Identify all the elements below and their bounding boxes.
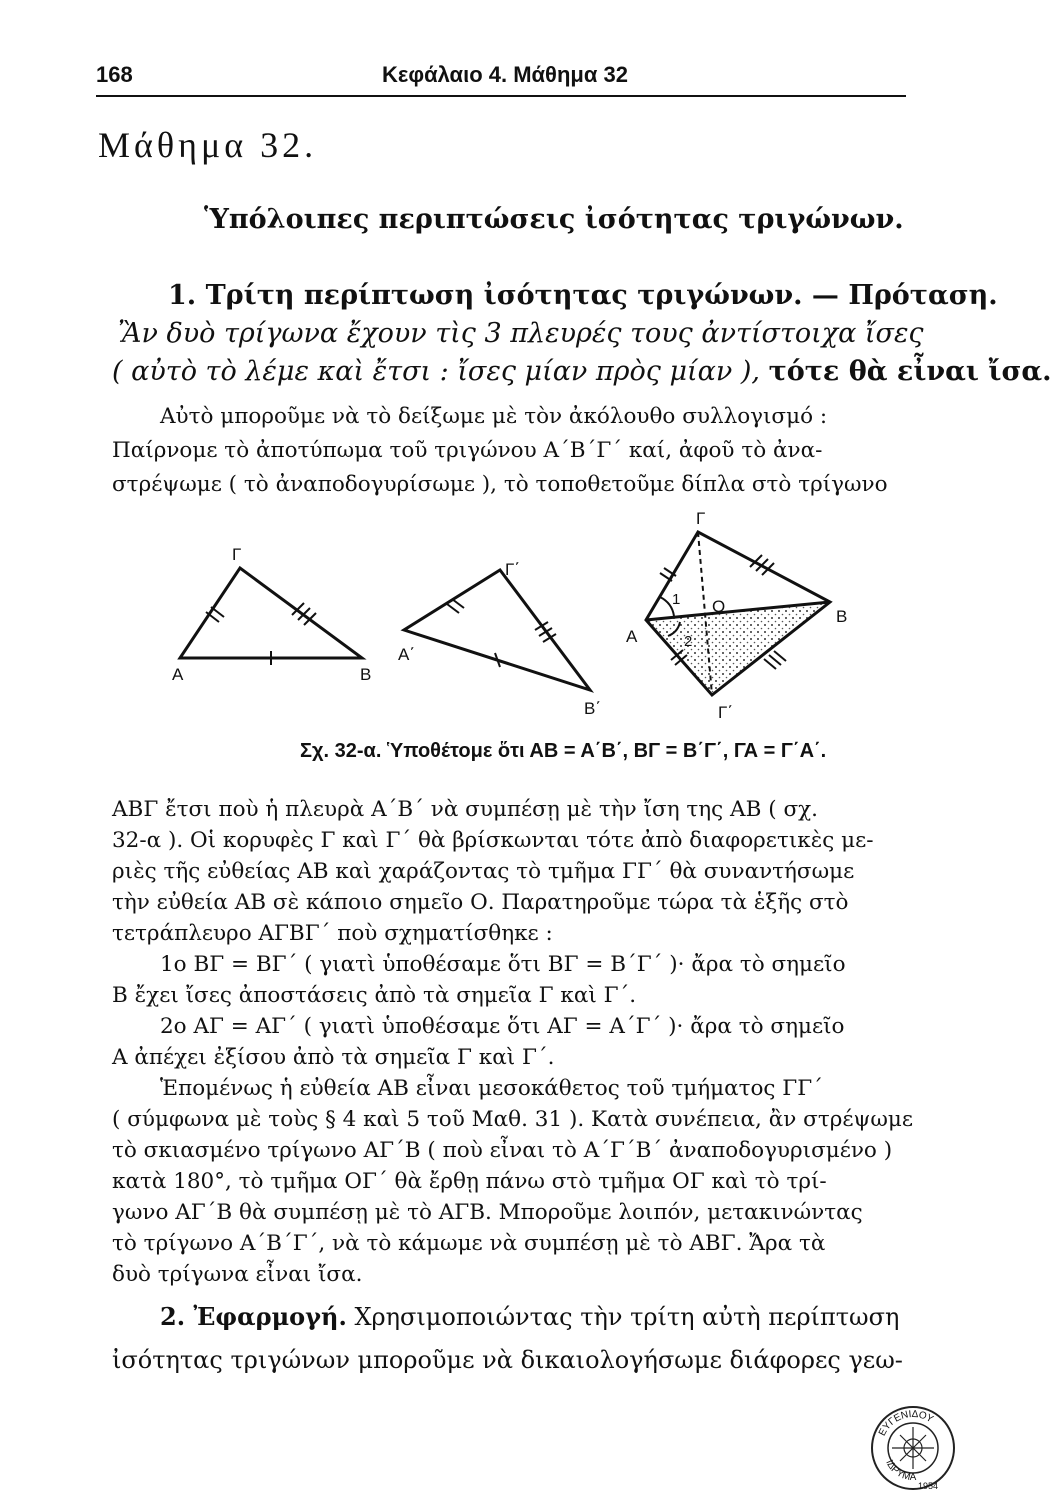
label-kite-g: Γ [696,509,706,528]
label-g1: Γ΄ [505,560,521,579]
stamp-text-top: ΕΥΓΕΝΙΔΟΥ [876,1408,936,1438]
figure-caption: Σχ. 32-α. Ὑποθέτομε ὅτι ΑΒ = Α΄Β΄, ΒΓ = Β΄Γ΄, ΓΑ = Γ΄Α΄. [300,740,827,762]
page-number: 168 [96,62,133,87]
proof-line-6: 1ο ΒΓ = ΒΓ΄ ( γιατὶ ὑποθέσαμε ὅτι ΒΓ = Β΄Γ΄ )· ἄρα τὸ σημεῖο [160,952,846,977]
intro-line-3: στρέψωμε ( τὸ ἀναποδογυρίσωμε ), τὸ τοποθετοῦμε δίπλα στὸ τρίγωνο [112,472,888,497]
angle-label-1: 1 [672,591,681,608]
section-title: Ὑπόλοιπες περιπτώσεις ἰσότητας τριγώνων. [204,204,904,235]
lesson-title: Μάθημα 32. [98,125,318,165]
label-b: Β [360,665,372,684]
stamp-emblem-icon [892,1427,934,1469]
proof-line-7: Β ἔχει ἴσες ἀποστάσεις ἀπὸ τὰ σημεῖα Γ καὶ Γ΄. [112,983,637,1008]
proof-line-1: ΑΒΓ ἔτσι ποὺ ἡ πλευρὰ Α΄Β΄ νὰ συμπέσῃ μὲ τὴν ἴση της ΑΒ ( σχ. [112,797,818,822]
proof-line-11: ( σύμφωνα μὲ τοὺς § 4 καὶ 5 τοῦ Μαθ. 31 ). Κατὰ συνέπεια, ἂν στρέψωμε [112,1107,913,1132]
theorem-statement-paren: ( αὐτὸ τὸ λέμε καὶ ἔτσι : ἴσες μίαν πρὸς μίαν ), [112,356,760,387]
proof-line-8: 2ο ΑΓ = ΑΓ΄ ( γιατὶ ὑποθέσαμε ὅτι ΑΓ = Α΄Γ΄ )· ἄρα τὸ σημεῖο [160,1014,845,1039]
proof-line-5: τετράπλευρο ΑΓΒΓ΄ ποὺ σχηματίσθηκε : [112,921,553,946]
proof-line-16: δυὸ τρίγωνα εἶναι ἴσα. [112,1262,363,1287]
application-heading: 2. Ἐφαρμογή. [160,1302,347,1331]
proof-line-9: Α ἀπέχει ἐξίσου ἀπὸ τὰ σημεῖα Γ καὶ Γ΄. [112,1045,555,1070]
proof-line-14: γωνο ΑΓ΄Β θὰ συμπέσῃ μὲ τὸ ΑΓΒ. Μποροῦμε λοιπόν, μετακινώντας [112,1200,863,1225]
proof-line-15: τὸ τρίγωνο Α΄Β΄Γ΄, νὰ τὸ κάμωμε νὰ συμπέσῃ μὲ τὸ ΑΒΓ. Ἄρα τὰ [112,1231,826,1256]
case-heading: 1. Τρίτη περίπτωση ἰσότητας τριγώνων. — Πρόταση. [168,280,998,311]
theorem-statement-line-1: Ἂν δυὸ τρίγωνα ἔχουν τὶς 3 πλευρές τους ἀντίστοιχα ἴσες [118,318,924,349]
running-title: Κεφάλαιο 4. Μάθημα 32 [382,62,628,87]
proof-line-12: τὸ σκιασμένο τρίγωνο ΑΓ΄Β ( ποὺ εἶναι τὸ Α΄Γ΄Β΄ ἀναποδογυρισμένο ) [112,1138,893,1163]
application-line-2: ἰσότητας τριγώνων μποροῦμε νὰ δικαιολογήσωμε διάφορες γεω- [112,1346,903,1374]
proof-line-2: 32-α ). Οἱ κορυφὲς Γ καὶ Γ΄ θὰ βρίσκωνται τότε ἀπὸ διαφορετικὲς με- [112,828,874,853]
label-b1: Β΄ [584,699,601,718]
proof-line-10: Ἑπομένως ἡ εὐθεία ΑΒ εἶναι μεσοκάθετος τοῦ τμήματος ΓΓ΄ [160,1076,823,1101]
proof-line-4: τὴν εὐθεία ΑΒ σὲ κάποιο σημεῖο Ο. Παρατηροῦμε τώρα τὰ ἑξῆς στὸ [112,890,849,915]
intro-line-2: Παίρνομε τὸ ἀποτύπωμα τοῦ τριγώνου Α΄Β΄Γ΄ καί, ἀφοῦ τὸ ἀνα- [112,438,823,463]
triangle-a1b1g1 [404,570,590,690]
stamp-text-bottom: ΙΔΡΥΜΑ [883,1458,917,1483]
triangle-abg [180,568,362,665]
label-kite-b: Β [836,607,848,626]
angle-label-2: 2 [684,633,693,650]
library-stamp [870,1405,956,1491]
label-a: Α [172,665,184,684]
label-o: Ο [712,597,726,616]
intro-line-1: Αὐτὸ μποροῦμε νὰ τὸ δείξωμε μὲ τὸν ἀκόλουθο συλλογισμό : [160,404,828,429]
figure-32a [0,505,969,730]
theorem-statement-conclusion: τότε θὰ εἶναι ἴσα. [768,356,1052,387]
kite-figure [646,532,830,695]
proof-line-13: κατὰ 180°, τὸ τμῆμα ΟΓ΄ θὰ ἔρθῃ πάνω στὸ τμῆμα ΟΓ καὶ τὸ τρί- [112,1169,827,1194]
label-g: Γ [232,545,242,564]
proof-line-3: ριὲς τῆς εὐθείας ΑΒ καὶ χαράζοντας τὸ τμῆμα ΓΓ΄ θὰ συναντήσωμε [112,859,855,884]
label-kite-a: Α [626,627,638,646]
theorem-statement-line-2 [112,356,1052,387]
application-text-1: Χρησιμοποιώντας τὴν τρίτη αὐτὴ περίπτωση [354,1303,900,1331]
label-kite-g1: Γ΄ [718,703,734,722]
application-line-1 [160,1302,899,1331]
header-rule [96,95,906,97]
label-a1: Α΄ [398,645,415,664]
stamp-year: 1954 [918,1481,939,1491]
